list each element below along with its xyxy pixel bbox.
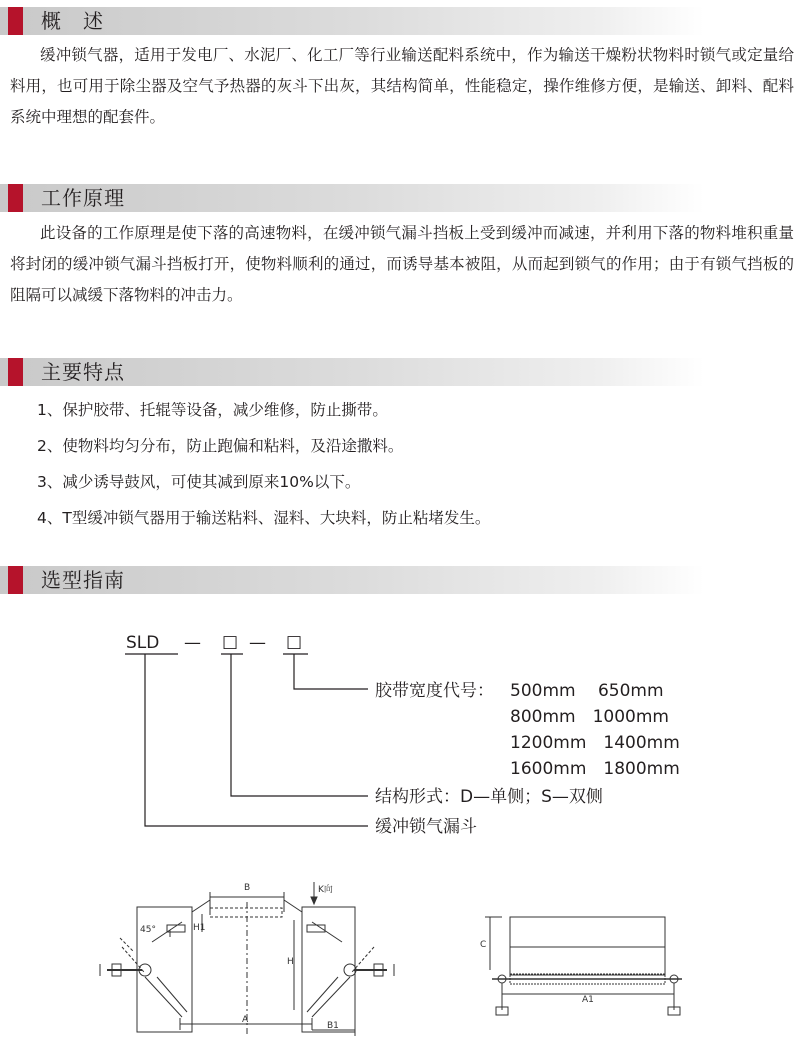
principle-paragraph [10, 218, 794, 311]
heading-marker [8, 7, 23, 35]
dim-label-K: K向 [318, 885, 333, 895]
model-box: □ [222, 632, 239, 652]
dim-label-A: A [242, 1015, 249, 1025]
model-box: □ [286, 632, 303, 652]
list-item: 1、保护胶带、托辊等设备，减少维修，防止撕带。 [37, 401, 388, 419]
section-title: 选型指南 [41, 568, 125, 592]
model-code-lines [0, 628, 800, 848]
list-item: 2、使物料均匀分布，防止跑偏和粘料，及沿途撒料。 [37, 437, 404, 455]
model-dash: — [249, 633, 266, 653]
section-heading [0, 7, 800, 35]
dim-label-H: H [287, 957, 294, 967]
dim-label-B1: B1 [327, 1021, 339, 1031]
features-list [37, 398, 490, 542]
belt-width-row: 1200mm 1400mm [510, 733, 680, 753]
section-heading [0, 566, 800, 594]
dim-label-B: B [244, 883, 251, 893]
product-label: 缓冲锁气漏斗 [375, 817, 477, 837]
belt-width-row: 1600mm 1800mm [510, 759, 680, 779]
heading-marker [8, 566, 23, 594]
overview-section [0, 7, 800, 35]
side-view-body [510, 917, 665, 975]
model-dash: — [184, 633, 201, 653]
principle-section [0, 184, 800, 212]
section-title: 概 述 [41, 9, 104, 33]
belt-width-label: 胶带宽度代号： [375, 681, 494, 701]
model-prefix: SLD [126, 633, 160, 653]
heading-marker [8, 184, 23, 212]
heading-marker [8, 358, 23, 386]
section-title: 工作原理 [41, 186, 125, 210]
dim-label-C: C [480, 940, 487, 950]
section-heading [0, 358, 800, 386]
structure-label: 结构形式：D—单侧；S—双侧 [375, 787, 603, 807]
list-item: 4、T型缓冲锁气器用于输送粘料、湿料、大块料，防止粘堵发生。 [37, 509, 491, 527]
list-item: 3、减少诱导鼓风，可使其减到原来10%以下。 [37, 473, 361, 491]
selection-section [0, 566, 800, 594]
section-heading [0, 184, 800, 212]
drawing-svg [62, 852, 712, 1062]
principle-text: 此设备的工作原理是使下落的高速物料，在缓冲锁气漏斗挡板上受到缓冲而减速，并利用下落的物料堆积重量将封闭的缓冲锁气漏斗挡板打开，使物料顺利的通过，而诱导基本被阻，从而起到锁气的作用；由于有锁气挡板的阻隔可以减缓下落物料的冲击力。 [10, 224, 794, 304]
features-section [0, 358, 800, 386]
dim-label-angle: 45° [140, 925, 156, 935]
overview-text: 缓冲锁气器，适用于发电厂、水泥厂、化工厂等行业输送配料系统中，作为输送干燥粉状物料时锁气或定量给料用，也可用于除尘器及空气予热器的灰斗下出灰，其结构简单，性能稳定，操作维修方便，是输送、卸料、配料系统中理想的配套件。 [10, 46, 794, 126]
model-code-guide [0, 628, 800, 848]
overview-paragraph [10, 40, 794, 133]
right-frame [302, 907, 355, 1032]
dim-label-A1: A1 [582, 995, 594, 1005]
section-title: 主要特点 [41, 360, 125, 384]
belt-width-row: 800mm 1000mm [510, 707, 669, 727]
dimension-drawing [62, 852, 712, 1062]
belt-width-row: 500mm 650mm [510, 681, 664, 701]
dim-label-H1: H1 [193, 923, 206, 933]
